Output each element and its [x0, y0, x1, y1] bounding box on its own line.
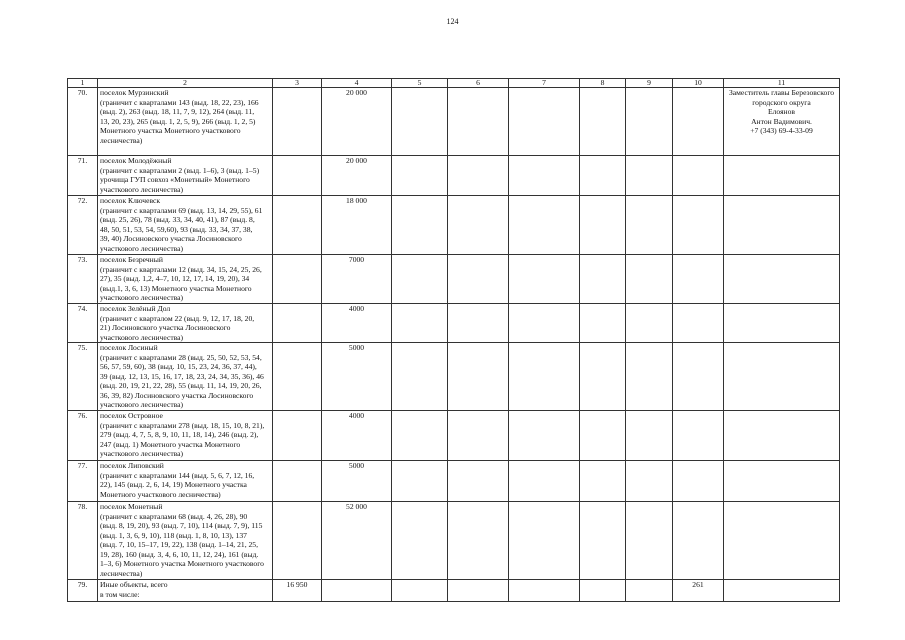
row-col8: [580, 304, 626, 343]
row-col4: 18 000: [322, 196, 392, 255]
row-col10: [673, 88, 724, 156]
column-header: 6: [448, 79, 509, 88]
row-col11: [724, 580, 840, 602]
row-col9: [626, 343, 673, 411]
row-number: 77.: [68, 461, 98, 502]
row-name: поселок Монетный (граничит с кварталами 68 (выд. 4, 26, 28), 90 (выд. 8, 19, 20), 93 (выд. 7, 10), 114 (выд. 7, 9), 115 (выд. 1, 3, 6, 9, 10), 118 (выд. 1, 8, 10, 13), 137 (выд. 7, 10, 15–17, 19, 22), 138 (выд. 1–14, 21, 25, 19, 28), 160 (выд. 3, 4, 6, 10, 11, 12, 24), 161 (выд. 1–3, 6) Монетного участка Монетного участкового лесничества): [98, 502, 273, 580]
row-col10: [673, 304, 724, 343]
contact-cell: [724, 196, 840, 255]
table-row: [68, 461, 840, 502]
row-col8: [580, 461, 626, 502]
row-col3: [273, 255, 322, 304]
row-col6: [448, 343, 509, 411]
row-col3: [273, 304, 322, 343]
row-col4: 4000: [322, 411, 392, 461]
row-col9: [626, 196, 673, 255]
contact-cell: [724, 461, 840, 502]
row-col3: [273, 411, 322, 461]
row-name: поселок Зелёный Дол (граничит с кварталом 22 (выд. 9, 12, 17, 18, 20, 21) Лосиновского участка Лосиновского участкового лесничества): [98, 304, 273, 343]
row-name: Иные объекты, всего в том числе:: [98, 580, 273, 602]
contact-cell: [724, 343, 840, 411]
row-col4: 20 000: [322, 88, 392, 156]
contact-cell: [724, 156, 840, 196]
row-number: 74.: [68, 304, 98, 343]
row-col4: 20 000: [322, 156, 392, 196]
row-col10: [673, 411, 724, 461]
column-header: 4: [322, 79, 392, 88]
row-number: 71.: [68, 156, 98, 196]
row-col3: 16 950: [273, 580, 322, 602]
row-number: 76.: [68, 411, 98, 461]
row-col5: [392, 156, 448, 196]
table-row: [68, 580, 840, 602]
row-col6: [448, 196, 509, 255]
row-number: 78.: [68, 502, 98, 580]
row-col6: [448, 502, 509, 580]
row-col4: 4000: [322, 304, 392, 343]
row-col7: [509, 196, 580, 255]
row-col5: [392, 255, 448, 304]
row-col10: [673, 461, 724, 502]
row-col7: [509, 304, 580, 343]
row-col7: [509, 255, 580, 304]
row-col6: [448, 461, 509, 502]
contact-cell: [724, 255, 840, 304]
row-col7: [509, 580, 580, 602]
row-name: поселок Молодёжный (граничит с кварталами 2 (выд. 1–6), 3 (выд. 1–5) урочища ГУП совхоз «Монетный» Монетного участкового лесничества): [98, 156, 273, 196]
row-number: 72.: [68, 196, 98, 255]
row-col5: [392, 304, 448, 343]
row-name: поселок Безречный (граничит с кварталами 12 (выд. 34, 15, 24, 25, 26, 27), 35 (выд. 1,2, 4–7, 10, 12, 17, 14, 19, 20), 34 (выд.1, 3, 6, 13) Монетного участка Монетного участкового лесничества): [98, 255, 273, 304]
row-col8: [580, 255, 626, 304]
row-col8: [580, 156, 626, 196]
table-row: [68, 304, 840, 343]
table-row: [68, 411, 840, 461]
row-col8: [580, 502, 626, 580]
row-col6: [448, 88, 509, 156]
row-number: 75.: [68, 343, 98, 411]
table-row: [68, 502, 840, 580]
row-col3: [273, 343, 322, 411]
row-col9: [626, 255, 673, 304]
column-header: 5: [392, 79, 448, 88]
row-col9: [626, 580, 673, 602]
row-col7: [509, 411, 580, 461]
column-header: 10: [673, 79, 724, 88]
row-col10: [673, 255, 724, 304]
table-row: [68, 343, 840, 411]
row-col10: [673, 156, 724, 196]
column-header: 8: [580, 79, 626, 88]
row-name: поселок Лосиный (граничит с кварталами 28 (выд. 25, 50, 52, 53, 54, 56, 57, 59, 60), 38 (выд. 10, 15, 23, 24, 36, 37, 44), 39 (выд. 12, 13, 15, 16, 17, 18, 23, 24, 34, 35, 36), 46 (выд. 20, 19, 21, 22, 28), 55 (выд. 11, 14, 19, 20, 26, 36, 39, 82) Лосиновского участка Лосиновского участкового лесничества): [98, 343, 273, 411]
contact-cell: [724, 502, 840, 580]
contact-person: Заместитель главы Березовского городского округа Елоянов Антон Вадимович. +7 (343) 69-4-33-09: [724, 88, 840, 156]
row-col5: [392, 88, 448, 156]
column-header: 1: [68, 79, 98, 88]
row-number: 70.: [68, 88, 98, 156]
column-header: 7: [509, 79, 580, 88]
row-col3: [273, 156, 322, 196]
row-col9: [626, 461, 673, 502]
row-number: 79.: [68, 580, 98, 602]
row-col8: [580, 88, 626, 156]
row-name: поселок Ключевск (граничит с кварталами 69 (выд. 13, 14, 29, 55), 61 (выд. 25, 26), 78 (выд. 33, 34, 40, 41), 87 (выд. 8, 48, 50, 51, 53, 54, 59,60), 93 (выд. 33, 34, 37, 38, 39, 40) Лосиновского участка Лосиновского участкового лесничества): [98, 196, 273, 255]
row-col10: [673, 502, 724, 580]
row-col5: [392, 580, 448, 602]
column-number-row: [68, 79, 840, 88]
row-col5: [392, 502, 448, 580]
row-col6: [448, 304, 509, 343]
row-col6: [448, 156, 509, 196]
column-header: 11: [724, 79, 840, 88]
row-col5: [392, 461, 448, 502]
row-col8: [580, 343, 626, 411]
table-row: [68, 88, 840, 156]
row-col3: [273, 502, 322, 580]
table-row: [68, 156, 840, 196]
contact-cell: [724, 304, 840, 343]
row-col7: [509, 502, 580, 580]
row-name: поселок Липовский (граничит с кварталами 144 (выд. 5, 6, 7, 12, 16, 22), 145 (выд. 2, 6, 14, 19) Монетного участка Монетного участкового лесничества): [98, 461, 273, 502]
contact-cell: [724, 411, 840, 461]
row-name: поселок Островное (граничит с кварталами 278 (выд. 18, 15, 10, 8, 21), 279 (выд. 4, 7, 5, 8, 9, 10, 11, 18, 14), 246 (выд. 2), 247 (выд. 1) Монетного участка Монетного участкового лесничества): [98, 411, 273, 461]
row-col9: [626, 88, 673, 156]
row-col7: [509, 88, 580, 156]
row-col6: [448, 411, 509, 461]
row-col5: [392, 411, 448, 461]
row-col5: [392, 343, 448, 411]
column-header: 3: [273, 79, 322, 88]
row-col8: [580, 411, 626, 461]
row-col7: [509, 343, 580, 411]
row-col5: [392, 196, 448, 255]
row-name: поселок Мурзинский (граничит с кварталами 143 (выд. 18, 22, 23), 166 (выд. 2), 263 (выд. 18, 11, 7, 9, 12), 264 (выд. 11, 13, 20, 23), 265 (выд. 1, 2, 5, 9), 266 (выд. 1, 2, 5) Монетного участка Монетного участкового лесничества): [98, 88, 273, 156]
row-col8: [580, 196, 626, 255]
page-number: 124: [446, 17, 459, 26]
row-col9: [626, 156, 673, 196]
row-col10: [673, 343, 724, 411]
row-col9: [626, 304, 673, 343]
row-col10: 261: [673, 580, 724, 602]
row-col4: 52 000: [322, 502, 392, 580]
row-col4: [322, 580, 392, 602]
row-col6: [448, 580, 509, 602]
row-col9: [626, 411, 673, 461]
row-col4: 5000: [322, 343, 392, 411]
row-col3: [273, 88, 322, 156]
row-col10: [673, 196, 724, 255]
row-col4: 7000: [322, 255, 392, 304]
row-number: 73.: [68, 255, 98, 304]
row-col9: [626, 502, 673, 580]
data-table: [67, 78, 840, 602]
row-col6: [448, 255, 509, 304]
row-col3: [273, 196, 322, 255]
row-col7: [509, 156, 580, 196]
table-row: [68, 255, 840, 304]
column-header: 2: [98, 79, 273, 88]
row-col3: [273, 461, 322, 502]
row-col8: [580, 580, 626, 602]
row-col7: [509, 461, 580, 502]
table-row: [68, 196, 840, 255]
column-header: 9: [626, 79, 673, 88]
row-col4: 5000: [322, 461, 392, 502]
